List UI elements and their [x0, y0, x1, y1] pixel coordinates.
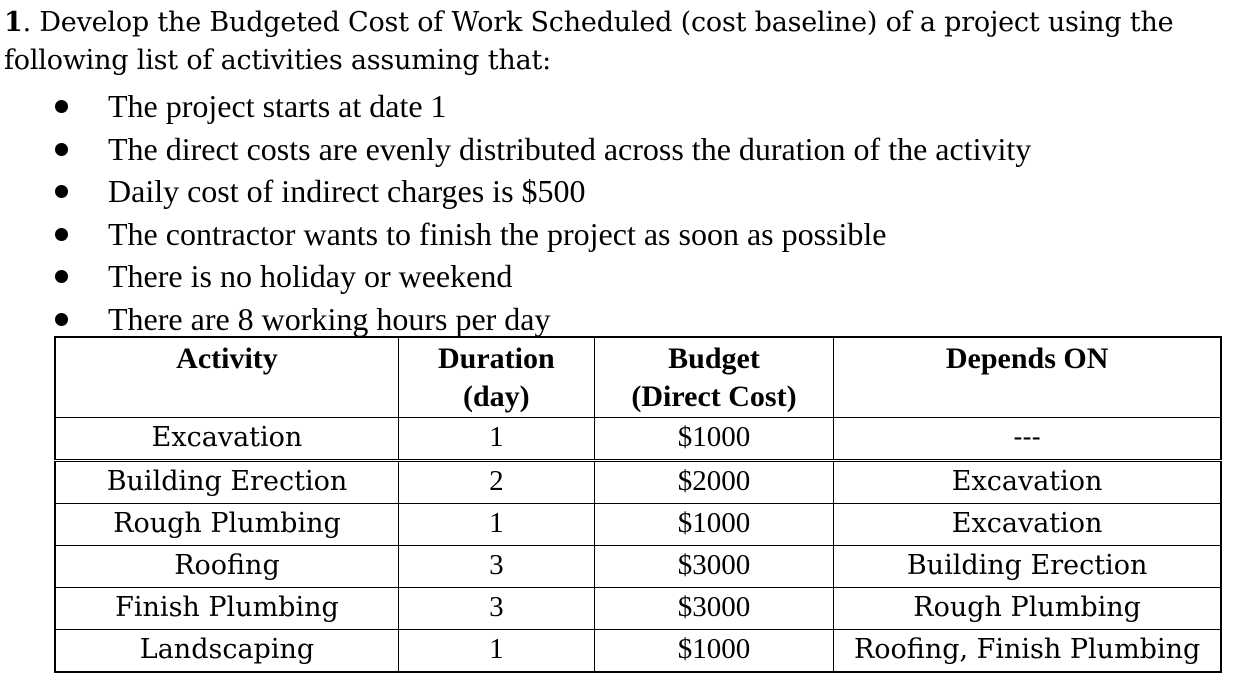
table-row	[55, 503, 1221, 545]
table-header-row	[55, 337, 1221, 417]
cell-activity: Excavation	[55, 417, 398, 460]
cell-activity: Landscaping	[55, 629, 398, 672]
table-row	[55, 460, 1221, 503]
cell-budget: $1000	[594, 503, 834, 545]
assumption-text: The direct costs are evenly distributed across the duration of the activity	[108, 130, 1032, 167]
bullet-icon	[55, 185, 68, 198]
cell-activity: Building Erection	[55, 460, 398, 503]
bullet-icon	[55, 228, 68, 241]
cell-budget: $3000	[594, 545, 834, 587]
cell-duration: 3	[398, 545, 594, 587]
header-activity: Activity	[55, 337, 398, 417]
cell-activity: Roofing	[55, 545, 398, 587]
cell-duration: 1	[398, 629, 594, 672]
assumption-text: There are 8 working hours per day	[108, 300, 551, 337]
assumption-text: The contractor wants to finish the project as soon as possible	[108, 215, 887, 252]
bullet-icon	[55, 313, 68, 326]
bullet-icon	[55, 100, 68, 113]
cell-depends-on: ---	[834, 417, 1221, 460]
table-row	[55, 587, 1221, 629]
cell-depends-on: Excavation	[834, 460, 1221, 503]
table-row	[55, 545, 1221, 587]
question-number: 1	[4, 7, 23, 38]
cell-duration: 1	[398, 417, 594, 460]
cell-depends-on: Excavation	[834, 503, 1221, 545]
cell-depends-on: Roofing, Finish Plumbing	[834, 629, 1221, 672]
cell-budget: $1000	[594, 629, 834, 672]
header-budget: Budget (Direct Cost)	[594, 337, 834, 417]
header-depends-on: Depends ON	[834, 337, 1221, 417]
cell-activity: Rough Plumbing	[55, 503, 398, 545]
cell-duration: 2	[398, 460, 594, 503]
cell-duration: 3	[398, 587, 594, 629]
activity-table	[54, 336, 1222, 673]
assumption-text: There is no holiday or weekend	[108, 258, 513, 294]
cell-depends-on: Rough Plumbing	[834, 587, 1221, 629]
assumption-text: The project starts at date 1	[108, 88, 447, 124]
cell-budget: $3000	[594, 587, 834, 629]
cell-activity: Finish Plumbing	[55, 587, 398, 629]
question-text	[4, 4, 1244, 80]
bullet-icon	[55, 270, 68, 283]
assumption-text: Daily cost of indirect charges is $500	[108, 173, 586, 209]
header-duration: Duration (day)	[398, 337, 594, 417]
question-body: . Develop the Budgeted Cost of Work Scheduled (cost baseline) of a project using the following list of activities assuming that:	[4, 7, 1174, 76]
table-row	[55, 417, 1221, 460]
bullet-icon	[55, 143, 68, 156]
cell-duration: 1	[398, 503, 594, 545]
cell-budget: $2000	[594, 460, 834, 503]
table-row	[55, 629, 1221, 672]
cell-budget: $1000	[594, 417, 834, 460]
cell-depends-on: Building Erection	[834, 545, 1221, 587]
